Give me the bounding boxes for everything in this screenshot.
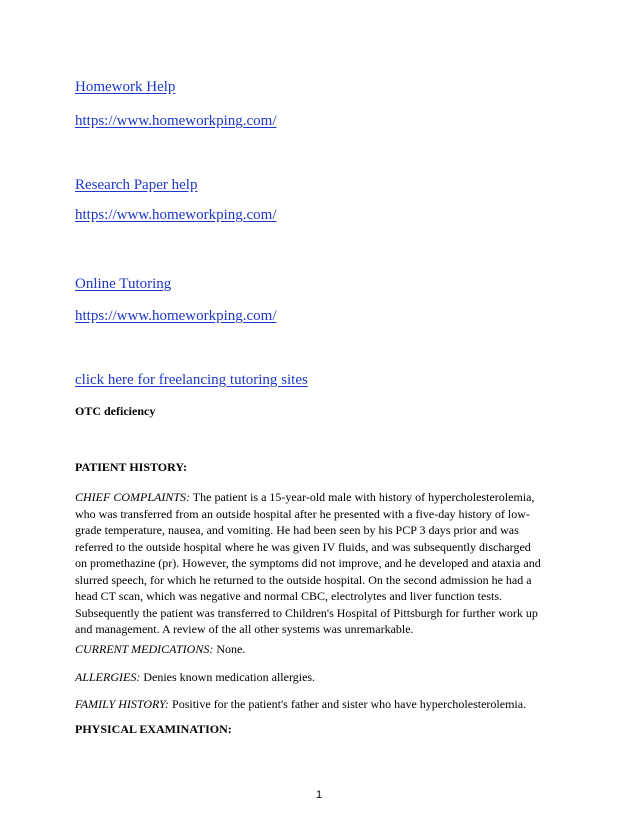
freelancing-link[interactable]: click here for freelancing tutoring sites <box>75 372 308 388</box>
chief-line-2: who was transferred from an outside hospital after he presented with a five-day history of low- <box>75 506 530 521</box>
page-number: 1 <box>315 789 323 801</box>
research-url-link[interactable]: https://www.homeworkping.com/ <box>75 207 277 223</box>
document-title: OTC deficiency <box>75 404 156 418</box>
family-history-text: Positive for the patient's father and sister who have hypercholesterolemia. <box>169 697 527 711</box>
homework-help-link[interactable]: Homework Help <box>75 79 176 95</box>
current-medications <box>75 641 565 658</box>
homework-url-link[interactable]: https://www.homeworkping.com/ <box>75 113 277 129</box>
chief-line-9: and management. A review of the all other systems was unremarkable. <box>75 622 414 636</box>
patient-history-heading: PATIENT HISTORY: <box>75 460 187 474</box>
chief-line-4: referred to the outside hospital where he was given IV fluids, and was subsequently discharged <box>75 539 531 554</box>
chief-line-6: slurred speech, for which he returned to the outside hospital. On the second admission he had a <box>75 572 532 587</box>
tutoring-url-link[interactable]: https://www.homeworkping.com/ <box>75 308 277 324</box>
chief-complaints-paragraph <box>75 489 565 638</box>
allergies-label: ALLERGIES: <box>75 670 141 684</box>
medications-text: None. <box>213 642 246 656</box>
research-paper-help-link[interactable]: Research Paper help <box>75 177 198 193</box>
family-history-label: FAMILY HISTORY: <box>75 697 170 711</box>
medications-label: CURRENT MEDICATIONS: <box>75 642 214 656</box>
chief-complaints-label: CHIEF COMPLAINTS: <box>75 490 190 504</box>
chief-line-8: Subsequently the patient was transferred to Children's Hospital of Pittsburgh for further work up <box>75 605 538 620</box>
chief-line-7: head CT scan, which was negative and normal CBC, electrolytes and liver function tests. <box>75 589 503 603</box>
physical-examination-heading: PHYSICAL EXAMINATION: <box>75 722 232 736</box>
chief-line-5: on promethazine (pr). However, the symptoms did not improve, and he developed and ataxia and <box>75 556 541 570</box>
family-history <box>75 696 565 713</box>
chief-line-1 <box>75 489 565 506</box>
online-tutoring-link[interactable]: Online Tutoring <box>75 276 172 292</box>
allergies-text: Denies known medication allergies. <box>140 670 316 684</box>
chief-line-3: grade temperature, nausea, and vomiting. He had been seen by his PCP 3 days prior and was <box>75 523 519 537</box>
chief-line-1-text: The patient is a 15-year-old male with history of hypercholesterolemia, <box>190 490 535 504</box>
allergies <box>75 669 565 686</box>
